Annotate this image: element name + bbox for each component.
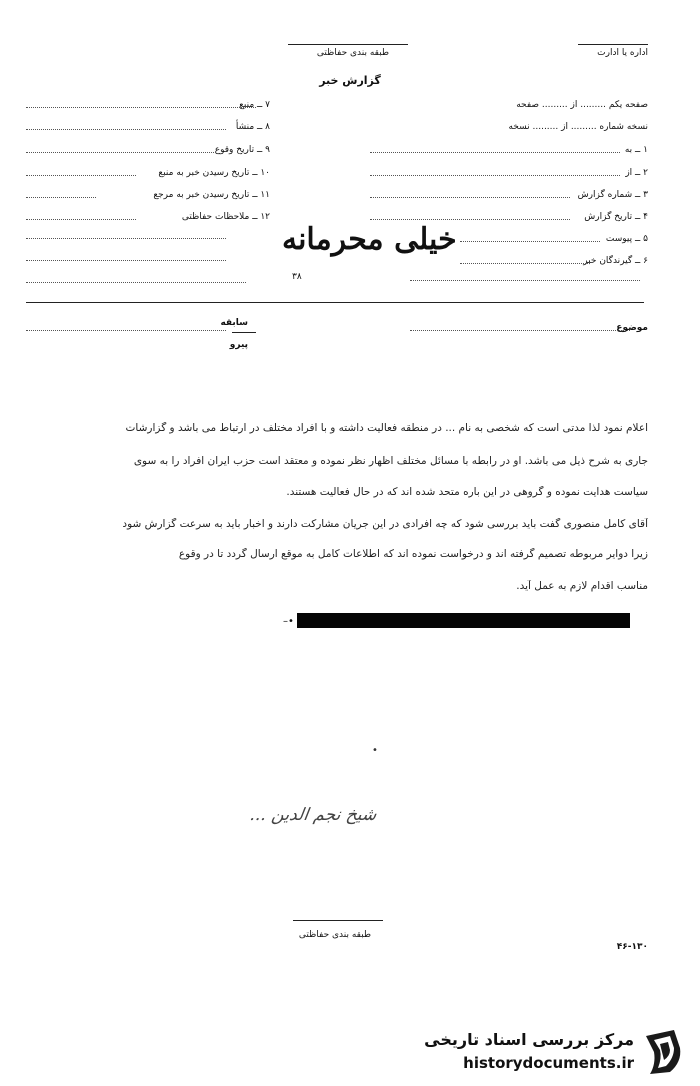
field-source: ۷ ــ منبع [239, 100, 270, 110]
body-line-5: زیرا دوایر مربوطه تصمیم گرفته اند و درخواست نموده اند که اطلاعات کامل به موقع ارسال گردد تا در وقوع [178, 548, 648, 560]
field-security-notes-dots [26, 219, 136, 220]
field-news-to-authority-date-dots [26, 197, 96, 198]
field-news-to-source-date: ۱۰ ــ تاریخ رسیدن خبر به منبع [158, 168, 270, 178]
header-separator [26, 302, 644, 303]
document-number: ۴۶-۱۳۰ [616, 942, 648, 952]
classification-bottom: طبقه بندی حفاظتی [298, 930, 372, 940]
watermark [422, 1026, 692, 1078]
field-security-notes-dots-4 [26, 282, 246, 283]
field-event-date: ۹ ــ تاریخ وقوع [214, 145, 270, 155]
redaction-bar [297, 613, 630, 628]
field-security-notes-dots-3 [26, 260, 226, 261]
field-attachment-dots [460, 241, 600, 242]
subject-dots [410, 330, 630, 331]
department-label: اداره یا ادارت [597, 48, 648, 58]
field-copy-number: نسخه شماره ......... از ......... نسخه [508, 122, 648, 132]
field-report-number-dots [370, 197, 570, 198]
field-event-date-dots [26, 152, 216, 153]
footer-rule [293, 920, 383, 921]
body-line-2: جاری به شرح ذیل می باشد. او در رابطه با مسائل مختلف اظهار نظر نموده و معتقد است حزب ایران افراد را به سوی [133, 455, 648, 467]
field-to: ۱ ــ به [624, 145, 648, 155]
form-title: گزارش خبر [319, 74, 381, 87]
precedent-rule [232, 332, 256, 333]
field-from-dots [370, 175, 620, 176]
field-news-to-authority-date: ۱۱ ــ تاریخ رسیدن خبر به مرجع [153, 190, 270, 200]
field-extra-dots [410, 280, 640, 281]
followup-label: پیرو [229, 340, 248, 350]
field-source-dots [26, 107, 256, 108]
field-security-notes-dots-2 [26, 238, 226, 239]
field-page-count: صفحه یکم ......... از ......... صفحه [516, 100, 648, 110]
signature: شیخ نجم الدین ... [248, 805, 378, 825]
field-to-dots [370, 152, 620, 153]
field-news-to-source-date-dots [26, 175, 136, 176]
field-recipients: ۶ ــ گیرندگان خبر [583, 256, 648, 266]
field-origin-dots [26, 129, 226, 130]
department-rule [578, 44, 648, 45]
redaction-dash: –• [283, 616, 294, 627]
field-from: ۲ ــ از [625, 168, 648, 178]
field-report-number: ۳ ــ شماره گزارش [577, 190, 648, 200]
body-line-6: مناسب اقدام لازم به عمل آید. [516, 580, 648, 592]
field-recipients-dots [460, 263, 590, 264]
watermark-url: historydocuments.ir [463, 1054, 634, 1072]
precedent-dots [26, 330, 226, 331]
field-report-date-dots [370, 219, 570, 220]
classification-top: طبقه بندی حفاظتی [316, 48, 390, 58]
field-origin: ۸ ــ منشأ [235, 122, 270, 132]
watermark-name: مرکز بررسی اسناد تاریخی [424, 1030, 634, 1049]
classification-rule [288, 44, 408, 45]
body-line-3: سیاست هدایت نموده و گروهی در این باره متحد شده اند که در حال فعالیت هستند. [286, 486, 648, 498]
body-line-4: آقای کامل منصوری گفت باید بررسی شود که چه افرادی در این جریان مشارکت دارند و اخبار باید به سرعت گزارش شود [122, 518, 648, 530]
field-attachment: ۵ ــ پیوست [605, 234, 648, 244]
body-line-1: اعلام نمود لذا مدتی است که شخصی به نام ... در منطقه فعالیت داشته و با افراد مختلف در ارتباط می باشد و گزارشات [125, 422, 648, 434]
field-security-notes: ۱۲ ــ ملاحظات حفاظتی [181, 212, 270, 222]
precedent-label: سابقه [220, 318, 248, 328]
stamp-number: ۳۸ [292, 272, 302, 282]
signature-mark: • [372, 745, 378, 756]
subject-label: موضوع [616, 323, 648, 333]
top-secret-stamp: خیلی محرمانه [282, 222, 457, 257]
watermark-logo-icon [640, 1028, 686, 1076]
field-report-date: ۴ ــ تاریخ گزارش [584, 212, 648, 222]
